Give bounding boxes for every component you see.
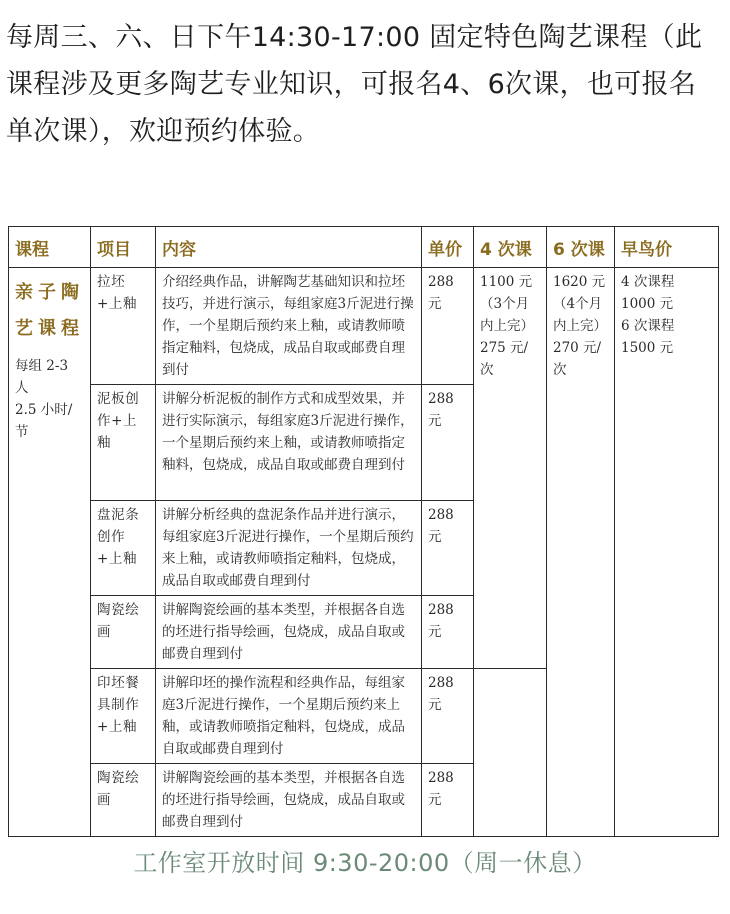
course-duration: 2.5 小时/节 — [15, 402, 73, 440]
project-cell: 泥板创作+上釉 — [91, 385, 156, 501]
content-cell: 讲解陶瓷绘画的基本类型，并根据各自选的坯进行指导绘画，包烧成，成品自取或邮费自理到付 — [156, 596, 422, 669]
table-row — [9, 268, 719, 385]
project-cell: 拉坯+上釉 — [91, 268, 156, 385]
studio-hours: 工作室开放时间 9:30-20:00（周一休息） — [133, 849, 597, 877]
header-early-bird: 早鸟价 — [615, 227, 719, 268]
header-six-classes: 6 次课 — [547, 227, 615, 268]
content-cell: 讲解分析经典的盘泥条作品并进行演示，每组家庭3斤泥进行操作，一个星期后预约来上釉，或请教师喷指定釉料，包烧成，成品自取或邮费自理到付 — [156, 501, 422, 596]
project-cell: 印坯餐具制作+上釉 — [91, 669, 156, 764]
price-cell: 288 元 — [422, 764, 474, 837]
header-four-classes: 4 次课 — [474, 227, 547, 268]
early-bird-six: 6 次课程 1500 元 — [621, 318, 675, 356]
course-table — [8, 226, 719, 837]
project-cell: 盘泥条创作+上釉 — [91, 501, 156, 596]
table-header-row — [9, 227, 719, 268]
price-cell: 288 元 — [422, 385, 474, 501]
price-cell: 288 元 — [422, 596, 474, 669]
course-cell — [9, 268, 91, 837]
four-class-empty-cell — [474, 669, 547, 837]
intro-paragraph: 每周三、六、日下午14:30-17:00 固定特色陶艺课程（此课程涉及更多陶艺专业知识，可报名4、6次课，也可报名单次课），欢迎预约体验。 — [6, 22, 703, 147]
header-project: 项目 — [91, 227, 156, 268]
content-cell: 讲解印坯的操作流程和经典作品，每组家庭3斤泥进行操作，一个星期后预约来上釉，或请教师喷指定釉料，包烧成，成品自取或邮费自理到付 — [156, 669, 422, 764]
four-class-price: 1100 元（3个月内上完）275 元/次 — [474, 268, 547, 669]
header-course: 课程 — [9, 227, 91, 268]
price-cell: 288 元 — [422, 501, 474, 596]
content-cell: 讲解陶瓷绘画的基本类型，并根据各自选的坯进行指导绘画，包烧成，成品自取或邮费自理到付 — [156, 764, 422, 837]
header-unit-price: 单价 — [422, 227, 474, 268]
project-cell: 陶瓷绘画 — [91, 596, 156, 669]
content-cell: 讲解分析泥板的制作方式和成型效果，并进行实际演示，每组家庭3斤泥进行操作，一个星期后预约来上釉，或请教师喷指定釉料，包烧成，成品自取或邮费自理到付 — [156, 385, 422, 501]
header-content: 内容 — [156, 227, 422, 268]
price-cell: 288 元 — [422, 268, 474, 385]
price-cell: 288 元 — [422, 669, 474, 764]
six-class-price: 1620 元（4个月内上完）270 元/次 — [547, 268, 615, 837]
content-cell: 介绍经典作品，讲解陶艺基础知识和拉坯技巧，并进行演示，每组家庭3斤泥进行操作，一个星期后预约来上釉，或请教师喷指定釉料，包烧成，成品自取或邮费自理到付 — [156, 268, 422, 385]
early-bird-four: 4 次课程 1000 元 — [621, 274, 675, 312]
course-name: 亲子陶艺课程 — [15, 282, 84, 339]
project-cell: 陶瓷绘画 — [91, 764, 156, 837]
course-group-size: 每组 2-3 人 — [15, 358, 69, 396]
early-bird-cell — [615, 268, 719, 837]
